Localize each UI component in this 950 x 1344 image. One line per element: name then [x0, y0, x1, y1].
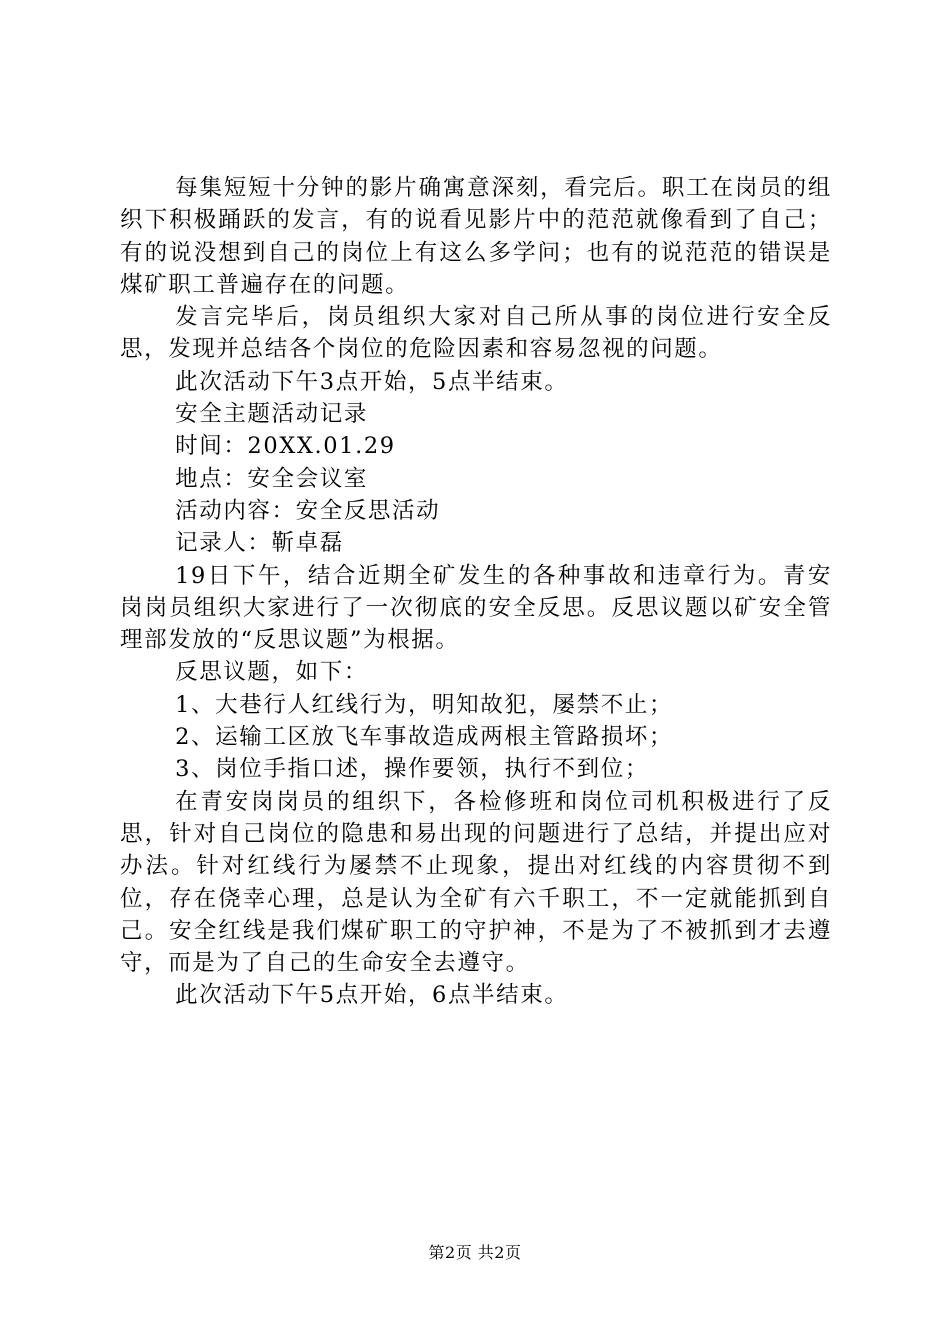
paragraph-safety-reflection: 发言完毕后，岗员组织大家对自己所从事的岗位进行安全反思，发现并总结各个岗位的危险因素和容易忽视的问题。: [120, 304, 832, 363]
topics-heading: 反思议题，如下：: [175, 659, 368, 686]
paragraph-activity-time-2: 此次活动下午5点开始，6点半结束。: [175, 982, 569, 1009]
record-title: 安全主题活动记录: [175, 401, 368, 428]
topic-item-3: 3、岗位手指口述，操作要领，执行不到位；: [175, 756, 649, 783]
topic-item-1: 1、大巷行人红线行为，明知故犯，屡禁不止；: [175, 691, 674, 718]
document-body: [120, 172, 832, 1012]
record-location: 地点：安全会议室: [175, 465, 368, 492]
record-recorder: 记录人：靳卓磊: [175, 530, 344, 557]
topic-item-2: 2、运输工区放飞车事故造成两根主管路损坏；: [175, 724, 674, 751]
paragraph-reflection-summary: 在青安岗岗员的组织下，各检修班和岗位司机积极进行了反思，针对自己岗位的隐患和易出现的问题进行了总结，并提出应对办法。针对红线行为屡禁不止现象，提出对红线的内容贯彻不到位，存在侥幸心理，总是认为全矿有六千职工，不一定就能抓到自己。安全红线是我们煤矿职工的守护神，不是为了不被抓到才去遵守，而是为了自己的生命安全去遵守。: [120, 788, 832, 977]
page-footer: 第2页 共2页: [428, 1243, 522, 1262]
paragraph-activity-time-1: 此次活动下午3点开始，5点半结束。: [175, 368, 569, 395]
record-content: 活动内容：安全反思活动: [175, 497, 441, 524]
paragraph-reflection-intro: 19日下午，结合近期全矿发生的各种事故和违章行为。青安岗岗员组织大家进行了一次彻底的安全反思。反思议题以矿安全管理部发放的“反思议题”为根据。: [120, 562, 832, 654]
record-date: 时间：20XX.01.29: [175, 433, 396, 460]
paragraph-film-discussion: 每集短短十分钟的影片确寓意深刻，看完后。职工在岗员的组织下积极踊跃的发言，有的说看见影片中的范范就像看到了自己；有的说没想到自己的岗位上有这么多学问；也有的说范范的错误是煤矿职工普遍存在的问题。: [120, 175, 832, 298]
